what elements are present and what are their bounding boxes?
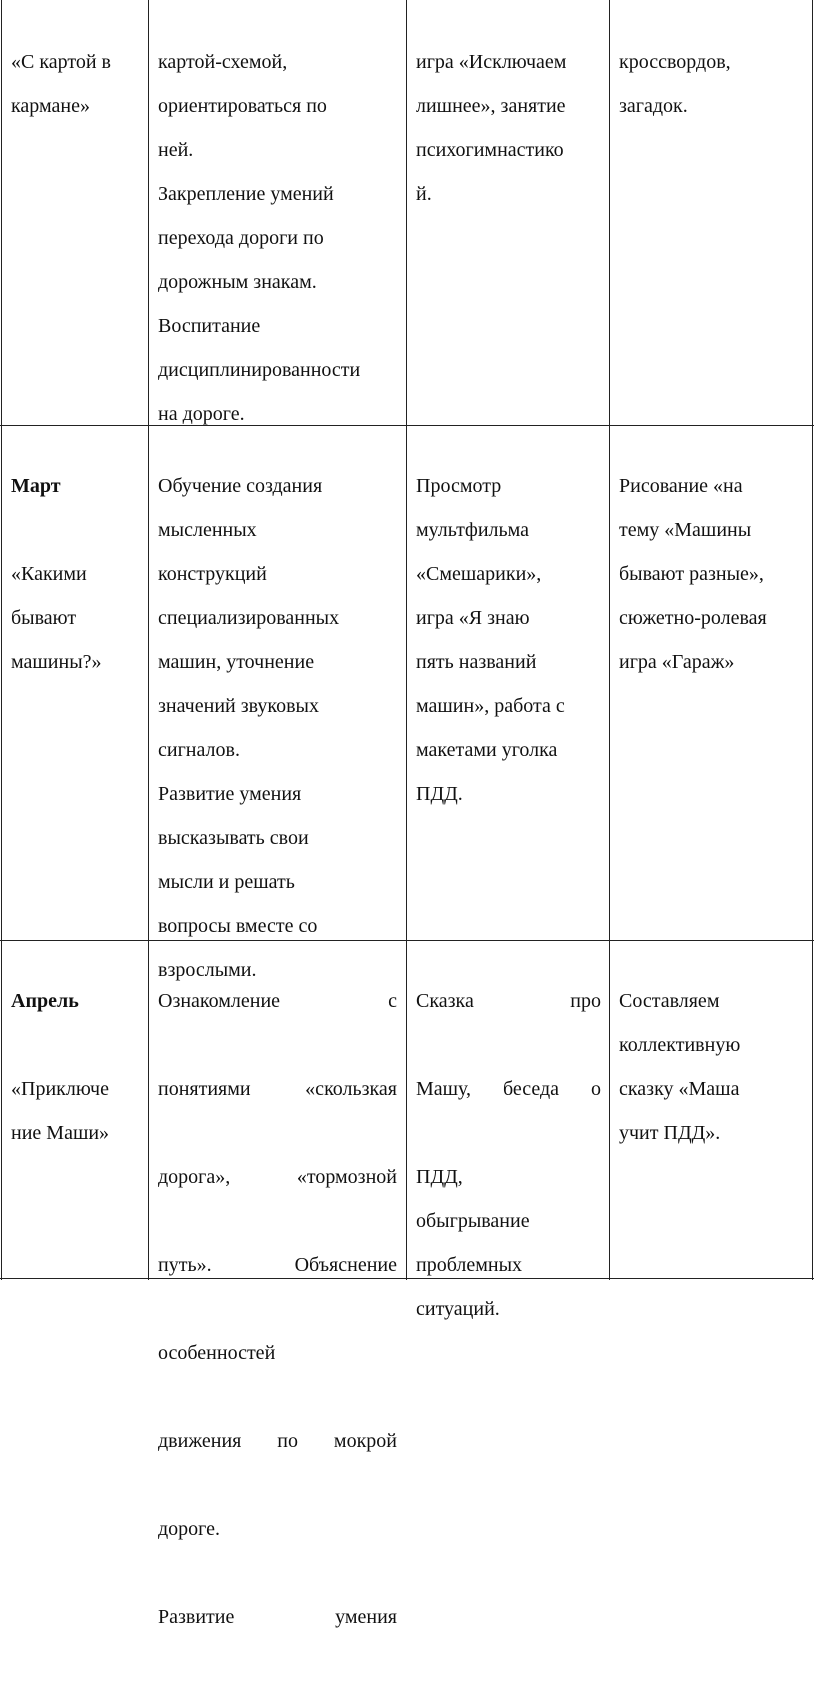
table-cell-row3-col2 xyxy=(158,935,397,1683)
cell-text: ПДД, обыгрывание проблемных ситуаций. xyxy=(416,1166,530,1320)
table-border-right xyxy=(812,0,813,1280)
table-cell-row2-col4 xyxy=(619,420,811,728)
cell-line: движения по мокрой xyxy=(158,1430,397,1452)
table-cell-row3-col4 xyxy=(619,935,809,1199)
table-cell-row2-col1 xyxy=(11,420,143,728)
cell-line: путь». Объяснение xyxy=(158,1254,397,1276)
table-cell-row3-col1 xyxy=(11,935,143,1199)
cell-line: Ознакомление с xyxy=(158,990,397,1012)
cell-text: «Приключе ние Маши» xyxy=(11,1078,110,1144)
table-divider-col1 xyxy=(148,0,149,1280)
cell-text: «С картой в кармане» xyxy=(11,51,111,117)
table-cell-row3-col3 xyxy=(416,935,601,1375)
cell-text: картой-схемой, ориентироваться по ней. Закрепление умений перехода дороги по дорожным знакам. Воспитание дисциплинированности на дороге. xyxy=(158,51,361,425)
cell-text: кроссвордов, загадок. xyxy=(619,51,731,117)
cell-text: «Какими бывают машины?» xyxy=(11,563,102,673)
table-cell-row1-col3 xyxy=(416,0,606,260)
cell-line: понятиями «скользкая xyxy=(158,1078,397,1100)
table-border-bottom xyxy=(0,1278,814,1279)
cell-text: Составляем коллективную сказку «Маша учит ПДД». xyxy=(619,990,741,1144)
month-title: Март xyxy=(11,475,61,497)
table-cell-row2-col3 xyxy=(416,420,606,860)
table-cell-row1-col4 xyxy=(619,0,809,172)
cell-text: Обучение создания мысленных конструкций специализированных машин, уточнение значений звуковых сигналов. Развитие умения высказывать свои мысли и решать вопросы вместе со взрослыми. xyxy=(158,475,340,981)
table-divider-col2 xyxy=(406,0,407,1280)
cell-line: Машу, беседа о xyxy=(416,1078,601,1100)
table-divider-col3 xyxy=(609,0,610,1280)
cell-text: Рисование «на тему «Машины бывают разные», сюжетно-ролевая игра «Гараж» xyxy=(619,475,767,673)
cell-text: игра «Исключаем лишнее», занятие психогимнастико й. xyxy=(416,51,567,205)
cell-line: особенностей xyxy=(158,1342,276,1364)
table-border-left xyxy=(1,0,2,1280)
table-cell-row1-col2 xyxy=(158,0,402,480)
cell-line: дорога», «тормозной xyxy=(158,1166,397,1188)
cell-line: Развитие умения xyxy=(158,1606,397,1628)
month-title: Апрель xyxy=(11,990,79,1012)
cell-line: дороге. xyxy=(158,1518,220,1540)
table-cell-row1-col1 xyxy=(11,0,143,172)
cell-text: Просмотр мультфильма «Смешарики», игра «Я знаю пять названий машин», работа с макетами уголка ПДД. xyxy=(416,475,565,805)
cell-line: Сказка про xyxy=(416,990,601,1012)
